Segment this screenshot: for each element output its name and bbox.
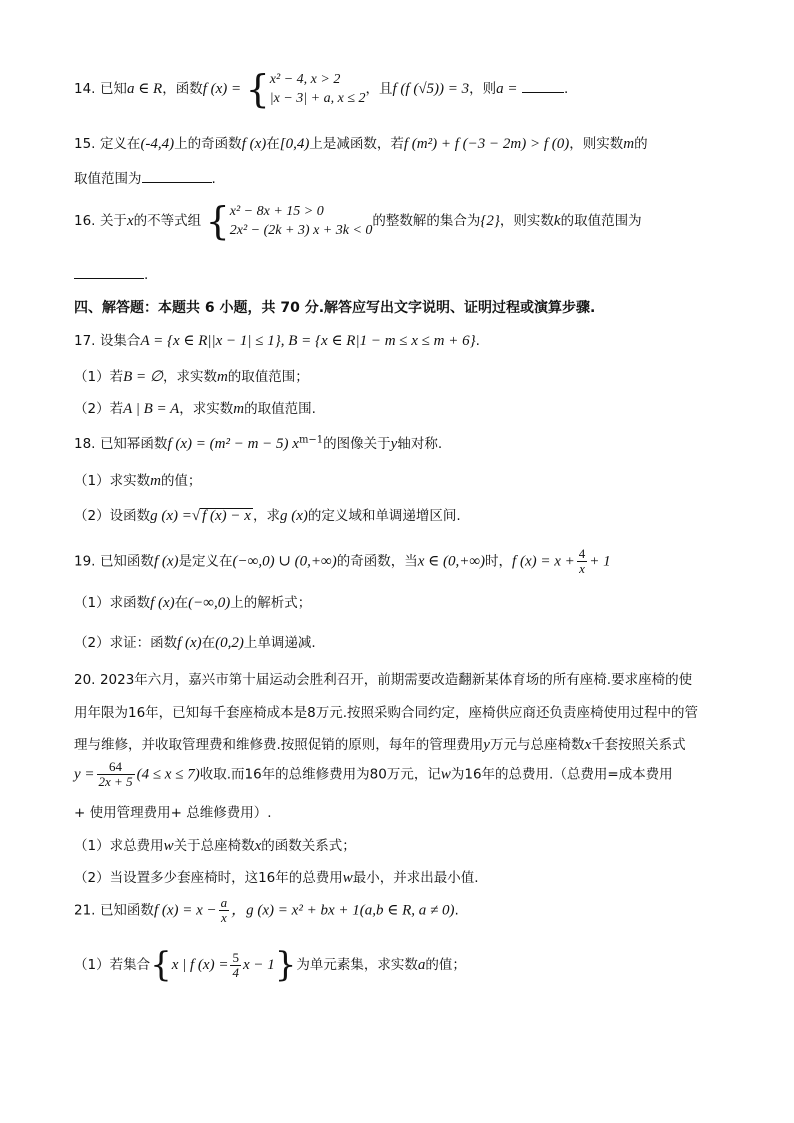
question-18-part2: （2）设函数g (x) =√ f (x) − x ，求g (x)的定义域和单调递增区间. [74, 508, 461, 524]
question-number: 14. [74, 81, 96, 97]
fraction: $\frac{a}{x}$ [220, 895, 228, 925]
right-brace: } [274, 945, 297, 985]
question-16-line2: . [74, 264, 724, 285]
left-brace: { [205, 199, 230, 243]
question-19-part1: （1）求函数f (x)在(−∞,0)上的解析式； [74, 595, 312, 611]
left-brace: { [150, 945, 172, 985]
question-number: 15. [74, 136, 96, 152]
question-21: 21. 已知函数f (x) = x − $\frac{a}{x}$ ，g (x) = x² + bx + 1(a,b ∈ R, a ≠ 0). [74, 895, 459, 925]
question-20-line3: 理与维修，并收取管理费和维修费.按照促销的原则，每年的管理费用y万元与总座椅数x千套按照关系式 [74, 737, 686, 753]
question-number: 17. [74, 333, 96, 349]
sqrt-sign: √ [191, 508, 201, 524]
question-20-part1: （1）求总费用w关于总座椅数x的函数关系式； [74, 838, 356, 854]
answer-blank[interactable] [522, 78, 564, 93]
fraction: $\frac{4}{x}$ [578, 546, 586, 576]
question-15: 15. 定义在(-4,4)上的奇函数f (x)在[0,4)上是减函数，若f (m²) + f (−3 − 2m) > f (0)，则实数m的 [74, 136, 648, 152]
fraction: $\frac{64}{2x + 5}$ [98, 759, 133, 789]
answer-blank[interactable] [142, 168, 212, 183]
left-brace: { [245, 67, 270, 111]
question-21-part1: （1）若集合{x | f (x) = $\frac{5}{4}$ x − 1}为单元素集，求实数a的值； [74, 945, 466, 985]
question-20-line2: 用年限为16年，已知每千套座椅成本是8万元.按照采购合同约定，座椅供应商还负责座椅使用过程中的管 [74, 705, 699, 721]
fraction: $\frac{5}{4}$ [232, 949, 239, 980]
answer-blank[interactable] [74, 264, 144, 279]
question-number: 16. [74, 213, 96, 229]
section-heading: 四、解答题：本题共 6 小题，共 70 分.解答应写出文字说明、证明过程或演算步骤. [74, 300, 596, 316]
question-19-part2: （2）求证：函数f (x)在(0,2)上单调递减. [74, 635, 316, 651]
question-20-line4: y = $\frac{64}{2x + 5}$ (4 ≤ x ≤ 7)收取.而16年的总维修费用为80万元，记w为16年的总费用.（总费用=成本费用 [74, 759, 673, 789]
question-15-line2: 取值范围为 . [74, 168, 724, 189]
question-14: 14. 已知a ∈ R，函数f (x) = { x² − 4, x > 2 |x − 3| + a, x ≤ 2 ，且f (f (√5)) = 3，则a = . [74, 67, 569, 111]
question-number: 19. [74, 553, 96, 570]
question-20-line5: + 使用管理费用+ 总维修费用）. [74, 805, 272, 821]
question-17-part1: （1）若B = ∅，求实数m的取值范围； [74, 369, 309, 385]
question-16: 16. 关于x的不等式组 { x² − 8x + 15 > 0 2x² − (2k + 3) x + 3k < 0 的整数解的集合为{2}，则实数k的取值范围为 [74, 199, 642, 243]
piecewise-cases: x² − 4, x > 2 |x − 3| + a, x ≤ 2 [269, 72, 366, 106]
question-20-part2: （2）当设置多少套座椅时，这16年的总费用w最小，并求出最小值. [74, 870, 479, 886]
question-18: 18. 已知幂函数f (x) = (m² − m − 5) $x^{m-1}$的图像关于y轴对称. [74, 434, 443, 452]
question-19: 19. 已知函数f (x)是定义在(−∞,0) ∪ (0,+∞)的奇函数，当x ∈ (0,+∞)时，f (x) = x + $\frac{4}{x}$ + 1 [74, 546, 611, 576]
question-number: 20. [74, 672, 96, 688]
question-number: 18. [74, 436, 96, 452]
inequality-system: x² − 8x + 15 > 0 2x² − (2k + 3) x + 3k < 0 [229, 204, 373, 238]
question-number: 21. [74, 902, 96, 919]
question-18-part1: （1）求实数m的值； [74, 473, 202, 489]
question-20: 20. 2023年六月，嘉兴市第十届运动会胜利召开，前期需要改造翻新某体育场的所有座椅.要求座椅的使 [74, 672, 693, 688]
question-17-part2: （2）若A | B = A，求实数m的取值范围. [74, 401, 316, 417]
question-17: 17. 设集合A = {x ∈ R||x − 1| ≤ 1}, B = {x ∈ R|1 − m ≤ x ≤ m + 6}. [74, 333, 480, 349]
